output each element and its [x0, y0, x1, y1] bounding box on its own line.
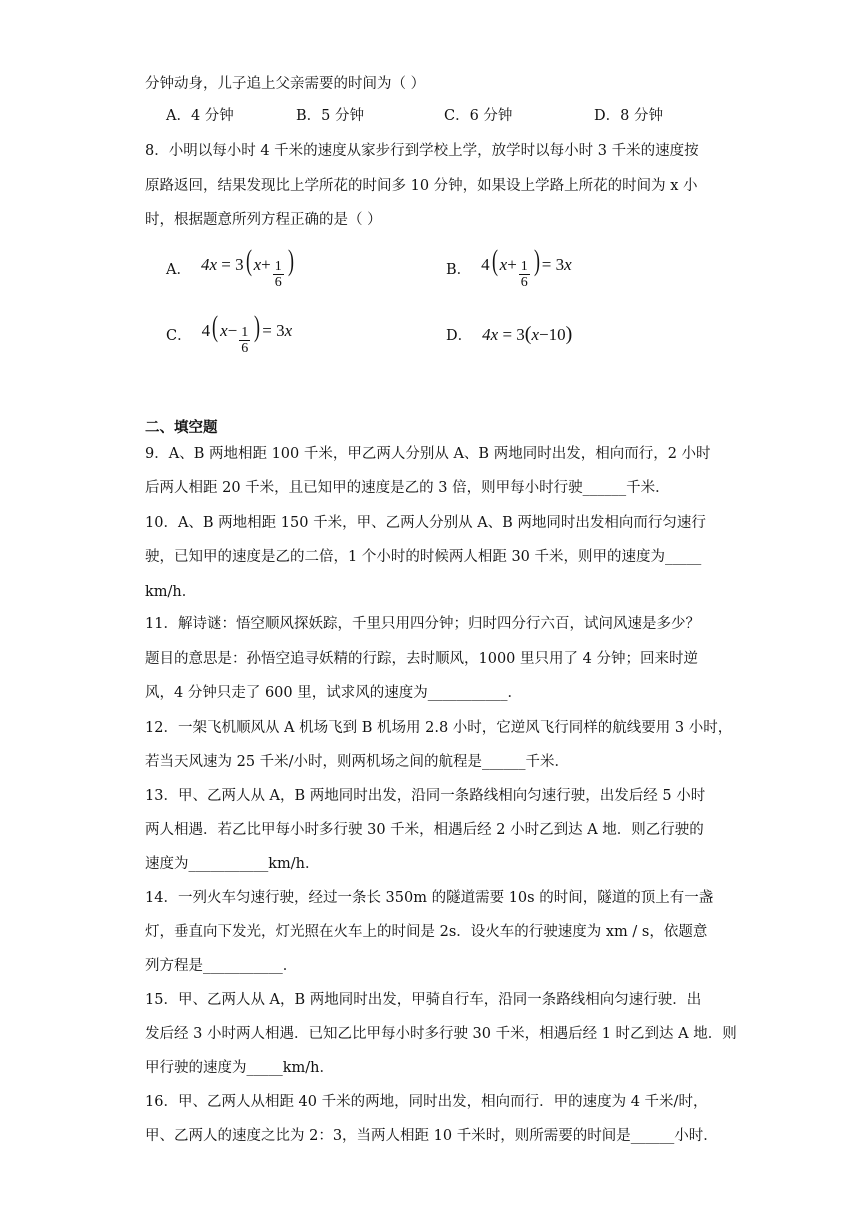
question-line: km/h． [145, 584, 197, 600]
question-line: 15．甲、乙两人从 A，B 两地同时出发，甲骑自行车，沿同一条路线相向匀速行驶．出 [145, 992, 702, 1008]
q8-option-a: A． 4x = 3( x+ $\frac{1}{6}$ ) [166, 244, 294, 290]
question-line: 14．一列火车匀速行驶，经过一条长 350m 的隧道需要 10s 的时间，隧道的顶上有一盏 [145, 890, 714, 906]
question-line: 10．A、B 两地相距 150 千米，甲、乙两人分别从 A、B 两地同时出发相向而行匀速行 [145, 515, 706, 531]
question-line: 驶，已知甲的速度是乙的二倍，1 个小时的时候两人相距 30 千米，则甲的速度为_____ [145, 549, 702, 565]
q8-line-3: 时，根据题意所列方程正确的是（ ） [145, 212, 382, 228]
q8-option-b-equation: 4( x+ $\frac{1}{6}$ ) = 3x [481, 244, 572, 290]
question-line: 16．甲、乙两人从相距 40 千米的两地，同时出发，相向而行．甲的速度为 4 千米/时， [145, 1094, 708, 1110]
question-line: 后两人相距 20 千米，且已知甲的速度是乙的 3 倍，则甲每小时行驶______千米． [145, 480, 670, 496]
q7-option-a: A．4 分钟 [166, 108, 234, 124]
q7-option-b: B．5 分钟 [296, 108, 364, 124]
question-line: 9．A、B 两地相距 100 千米，甲乙两人分别从 A、B 两地同时出发，相向而行，2 小时 [145, 446, 711, 462]
question-line: 发后经 3 小时两人相遇．已知乙比甲每小时多行驶 30 千米，相遇后经 1 时乙到达 A 地．则 [145, 1026, 737, 1042]
q7-option-d: D．8 分钟 [594, 108, 663, 124]
q8-option-d-equation: 4x = 3(x−10) [482, 322, 573, 345]
question-line: 速度为___________km/h． [145, 856, 320, 872]
q8-option-a-equation: 4x = 3( x+ $\frac{1}{6}$ ) [200, 244, 294, 290]
q8-option-c-equation: 4( x− $\frac{1}{6}$ ) = 3x [201, 310, 293, 356]
question-line: 两人相遇．若乙比甲每小时多行驶 30 千米，相遇后经 2 小时乙到达 A 地．则乙行驶的 [145, 822, 704, 838]
question-line: 题目的意思是：孙悟空追寻妖精的行踪，去时顺风，1000 里只用了 4 分钟；回来时逆 [145, 651, 698, 667]
question-line: 甲行驶的速度为_____km/h． [145, 1060, 335, 1076]
q8-option-c: C． 4( x− $\frac{1}{6}$ ) = 3x [166, 310, 293, 356]
section-title: 二、填空题 [145, 419, 218, 436]
q8-line-2: 原路返回，结果发现比上学所花的时间多 10 分钟，如果设上学路上所花的时间为 x 小 [145, 178, 698, 194]
q8-line-1: 8．小明以每小时 4 千米的速度从家步行到学校上学，放学时以每小时 3 千米的速度按 [145, 143, 699, 159]
q8-option-b: B． 4( x+ $\frac{1}{6}$ ) = 3x [446, 244, 572, 290]
question-line: 列方程是___________． [145, 958, 298, 974]
question-line: 11．解诗谜：悟空顺风探妖踪，千里只用四分钟；归时四分行六百，试问风速是多少？ [145, 616, 700, 632]
q7-option-c: C．6 分钟 [444, 108, 513, 124]
question-line: 风，4 分钟只走了 600 里，试求风的速度为___________． [145, 685, 522, 701]
question-line: 灯，垂直向下发光，灯光照在火车上的时间是 2s．设火车的行驶速度为 xm / s，依题意 [145, 924, 708, 940]
question-line: 若当天风速为 25 千米/小时，则两机场之间的航程是______千米． [145, 754, 570, 770]
q7-tail: 分钟动身，儿子追上父亲需要的时间为（ ） [145, 76, 426, 92]
question-line: 甲、乙两人的速度之比为 2：3，当两人相距 10 千米时，则所需要的时间是______小时． [145, 1128, 718, 1144]
question-line: 12．一架飞机顺风从 A 机场飞到 B 机场用 2.8 小时，它逆风飞行同样的航线要用 3 小时， [145, 720, 733, 736]
question-line: 13．甲、乙两人从 A，B 两地同时出发，沿同一条路线相向匀速行驶，出发后经 5 小时 [145, 788, 706, 804]
q8-option-d: D． 4x = 3(x−10) [446, 322, 573, 345]
